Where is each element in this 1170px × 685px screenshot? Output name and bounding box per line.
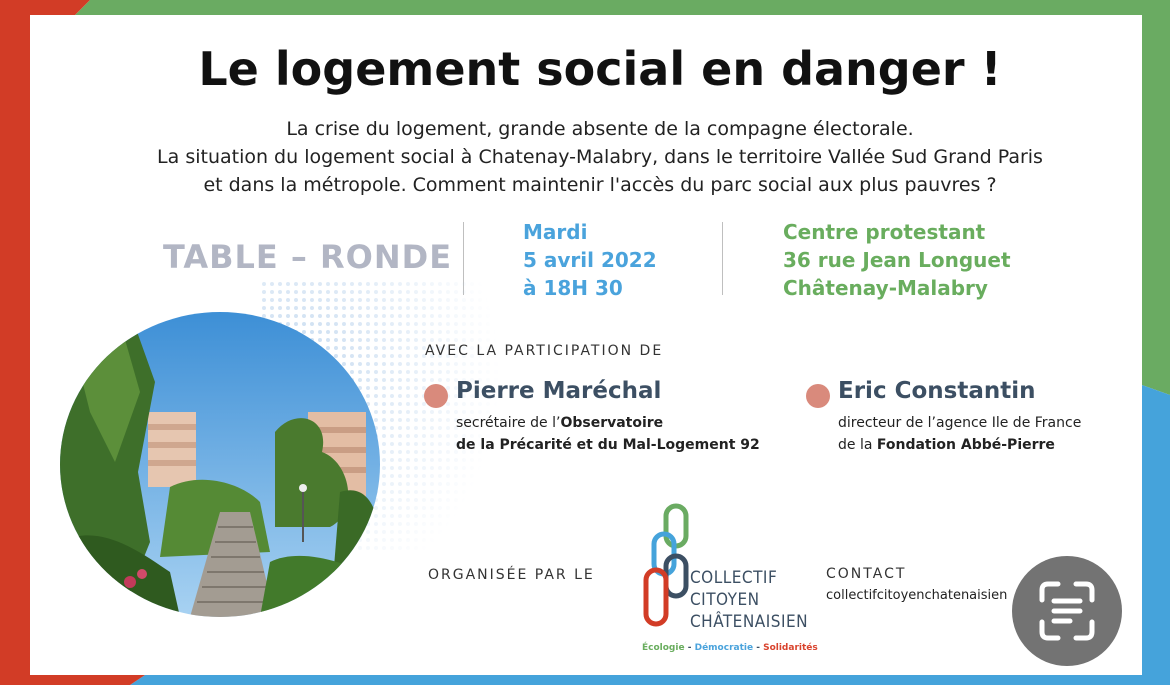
contact-label: CONTACT	[826, 566, 907, 582]
event-time: à 18H 30	[523, 276, 623, 300]
organiser-logo-text	[690, 567, 808, 633]
participation-label: AVEC LA PARTICIPATION DE	[425, 343, 664, 359]
event-city: Châtenay-Malabry	[783, 276, 988, 300]
chain-logo-icon	[640, 502, 696, 644]
tagline-solidarites: Solidarités	[763, 643, 818, 653]
speaker-name: Pierre Maréchal	[456, 378, 662, 404]
event-type: TABLE – RONDE	[163, 238, 453, 276]
role-org: Fondation Abbé-Pierre	[876, 437, 1055, 453]
tagline-ecologie: Écologie	[642, 643, 685, 653]
role-org: Observatoire	[560, 415, 664, 431]
organiser-label: ORGANISÉE PAR LE	[428, 567, 595, 583]
text-scan-icon	[1012, 556, 1122, 666]
text-scan-button[interactable]	[1012, 556, 1122, 666]
intro-line-3: et dans la métropole. Comment maintenir l'accès du parc social aux plus pauvres ?	[203, 174, 997, 196]
role-text: directeur de l’agence Ile de France	[838, 415, 1082, 431]
tagline-separator: -	[684, 643, 695, 653]
logo-line: COLLECTIF	[690, 568, 778, 588]
speaker-name: Eric Constantin	[838, 378, 1036, 404]
divider-right	[722, 222, 723, 295]
page-title: Le logement social en danger !	[198, 42, 1002, 96]
speaker-role	[838, 412, 1081, 456]
building-photo	[60, 312, 380, 617]
tagline-democratie: Démocratie	[694, 643, 754, 653]
event-venue: Centre protestant	[783, 220, 986, 244]
event-street: 36 rue Jean Longuet	[783, 248, 1011, 272]
intro-line-2: La situation du logement social à Chatenay-Malabry, dans le territoire Vallée Sud Grand Paris	[157, 146, 1043, 168]
role-org-cont: de la Précarité et du Mal-Logement 92	[456, 437, 760, 453]
speaker-bullet	[424, 384, 448, 408]
role-text: secrétaire de l’	[456, 415, 561, 431]
event-date-block	[523, 218, 657, 302]
logo-line: CITOYEN	[690, 590, 760, 610]
event-day: Mardi	[523, 220, 588, 244]
intro-line-1: La crise du logement, grande absente de la compagne électorale.	[286, 118, 914, 140]
event-place-block	[783, 218, 1011, 302]
organiser-tagline	[642, 643, 818, 653]
contact-email: collectifcitoyenchatenaisien	[826, 588, 1008, 603]
speaker-bullet	[806, 384, 830, 408]
event-date: 5 avril 2022	[523, 248, 657, 272]
logo-line: CHÂTENAISIEN	[690, 612, 809, 632]
speaker-role	[456, 412, 760, 456]
tagline-separator: -	[753, 643, 764, 653]
role-text: de la	[838, 437, 877, 453]
intro-text	[60, 115, 1140, 199]
